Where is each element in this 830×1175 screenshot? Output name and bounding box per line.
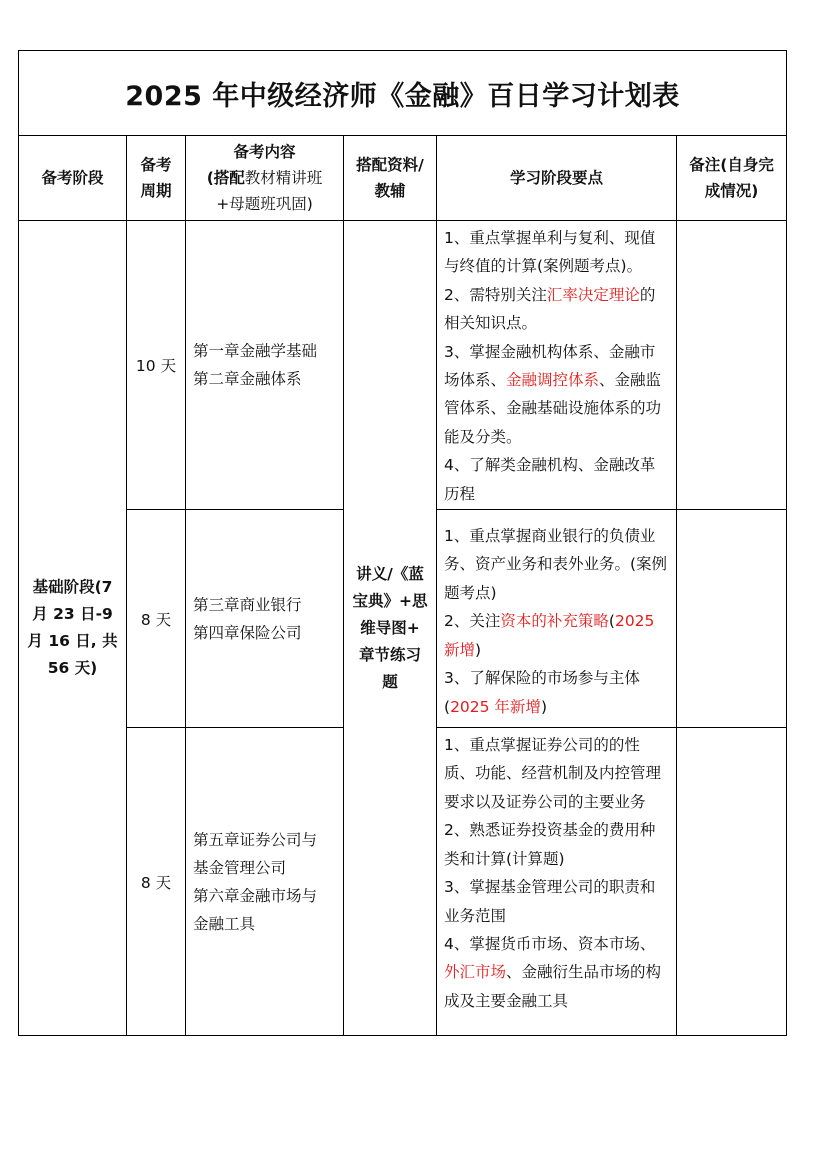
header-note: 备注(自身完 成情况) (677, 136, 787, 221)
header-points: 学习阶段要点 (437, 136, 677, 221)
table-row (19, 221, 787, 510)
points-cell: 1、重点掌握证券公司的的性质、功能、经营机制及内控管理要求以及证券公司的主要业务 2、熟悉证券投资基金的费用种类和计算(计算题) 3、掌握基金管理公司的职责和业务范围 4、掌握货币市场、资本市场、外汇市场、金融衍生品市场的构成及主要金融工具 (437, 728, 677, 1036)
note-cell (677, 221, 787, 510)
points-cell: 1、重点掌握单利与复利、现值与终值的计算(案例题考点)。 2、需特别关注汇率决定理论的相关知识点。 3、掌握金融机构体系、金融市场体系、金融调控体系、金融监管体系、金融基础设施体系的功能及分类。 4、了解类金融机构、金融改革历程 (437, 221, 677, 510)
stage-cell: 基础阶段(7 月 23 日-9 月 16 日, 共 56 天) (19, 221, 127, 1036)
title-row (19, 51, 787, 136)
days-cell: 8 天 (127, 510, 186, 728)
header-content: 备考内容 (搭配教材精讲班 +母题班巩固) (186, 136, 344, 221)
header-row (19, 136, 787, 221)
material-cell: 讲义/《蓝 宝典》+思 维导图+ 章节练习 题 (344, 221, 437, 1036)
note-cell (677, 728, 787, 1036)
days-cell: 10 天 (127, 221, 186, 510)
content-cell: 第一章金融学基础 第二章金融体系 (186, 221, 344, 510)
page-title: 2025 年中级经济师《金融》百日学习计划表 (19, 51, 787, 136)
header-period: 备考 周期 (127, 136, 186, 221)
study-plan-table (18, 50, 787, 1036)
header-material: 搭配资料/ 教辅 (344, 136, 437, 221)
days-cell: 8 天 (127, 728, 186, 1036)
content-cell: 第三章商业银行 第四章保险公司 (186, 510, 344, 728)
header-stage: 备考阶段 (19, 136, 127, 221)
content-cell: 第五章证券公司与 基金管理公司 第六章金融市场与 金融工具 (186, 728, 344, 1036)
points-cell: 1、重点掌握商业银行的负债业务、资产业务和表外业务。(案例题考点) 2、关注资本的补充策略(2025 新增) 3、了解保险的市场参与主体(2025 年新增) (437, 510, 677, 728)
note-cell (677, 510, 787, 728)
